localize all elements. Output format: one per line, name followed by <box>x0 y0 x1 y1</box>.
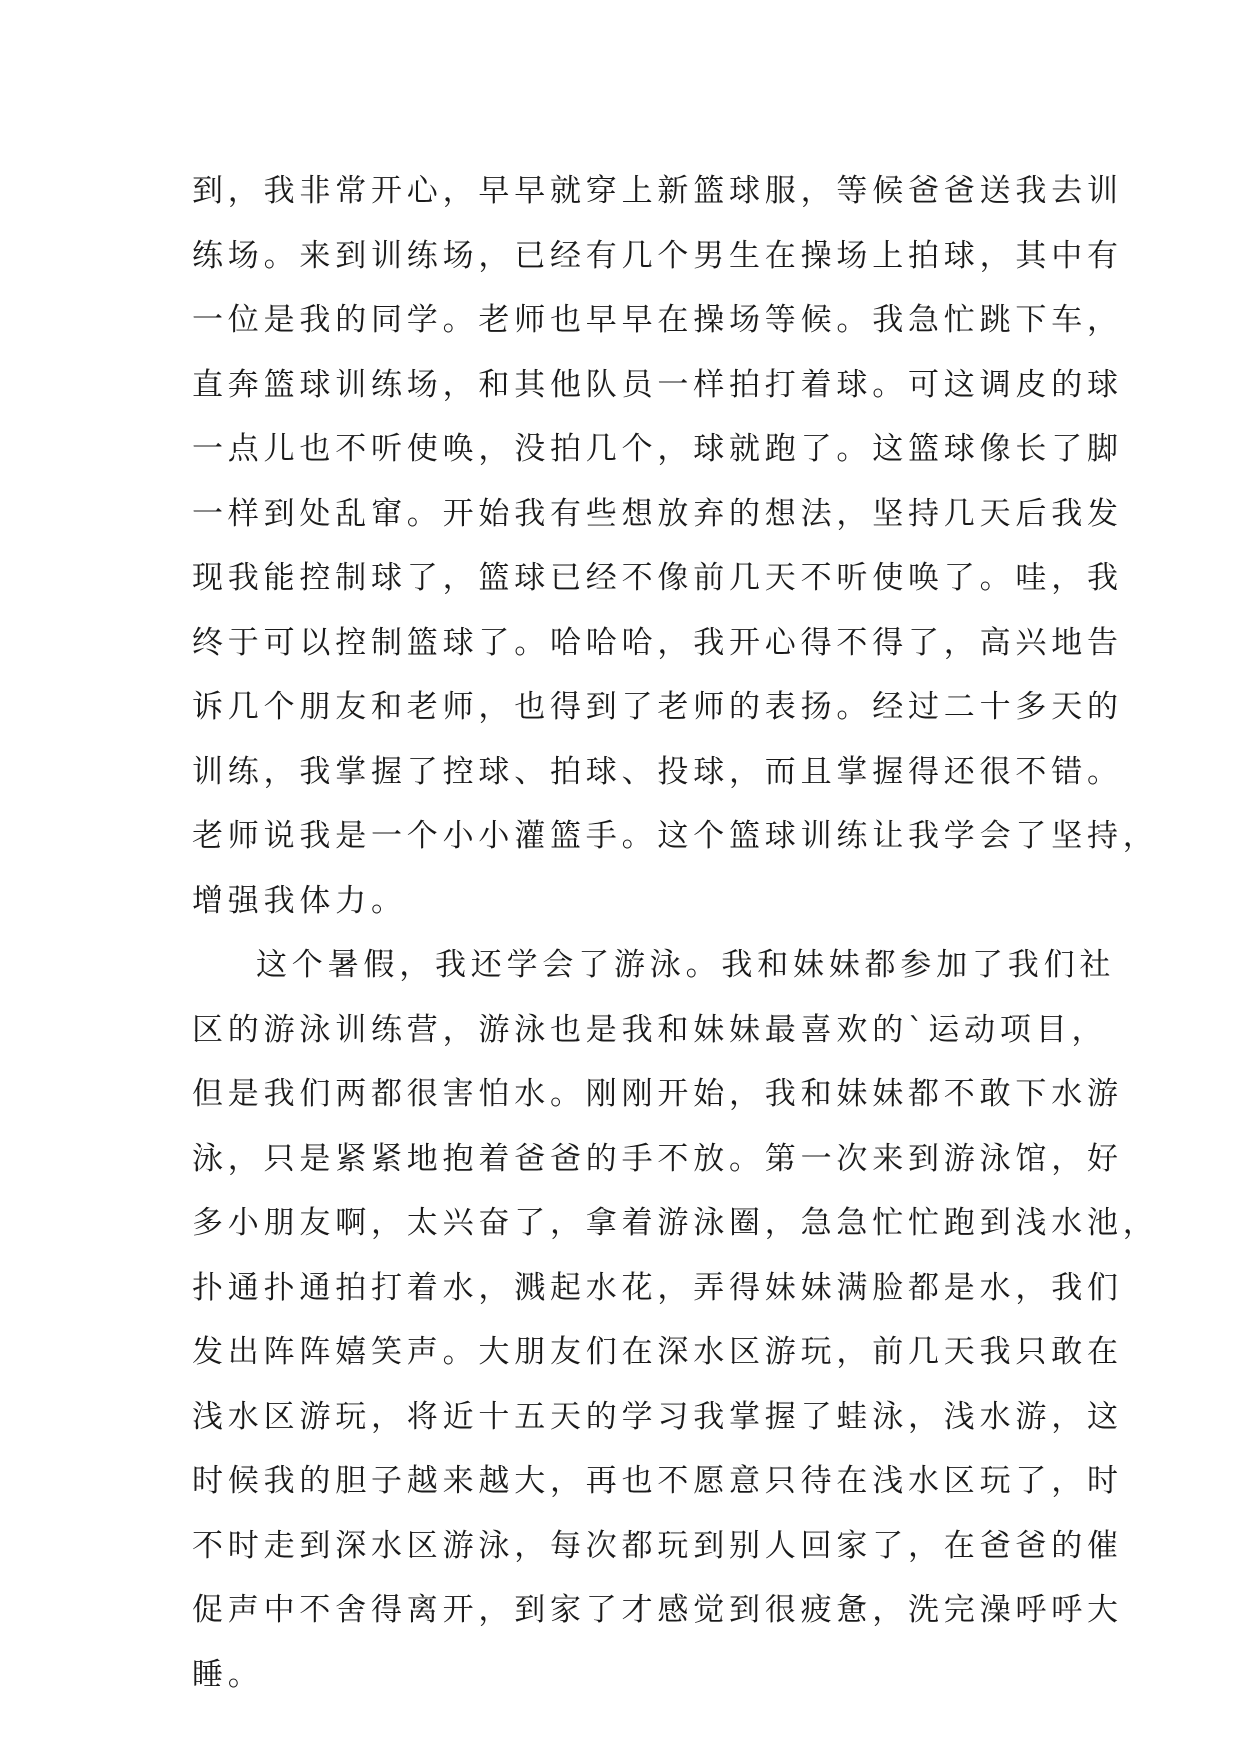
text-line: 直奔篮球训练场，和其他队员一样拍打着球。可这调皮的球 <box>192 366 1123 403</box>
text-line: 老师说我是一个小小灌篮手。这个篮球训练让我学会了坚持， <box>192 818 1159 854</box>
text-line: 练场。来到训练场，已经有几个男生在操场上拍球，其中有 <box>192 237 1123 274</box>
text-line: 现我能控制球了，篮球已经不像前几天不听使唤了。哇，我 <box>192 560 1123 596</box>
text-line: 但是我们两都很害怕水。刚刚开始，我和妹妹都不敢下水游 <box>192 1076 1123 1112</box>
text-line: 促声中不舍得离开，到家了才感觉到很疲惫，洗完澡呼呼大 <box>192 1592 1123 1628</box>
text-line: 扑通扑通拍打着水，溅起水花，弄得妹妹满脸都是水，我们 <box>192 1269 1123 1306</box>
text-line: 训练，我掌握了控球、拍球、投球，而且掌握得还很不错。 <box>192 753 1123 790</box>
text-line: 浅水区游玩，将近十五天的学习我掌握了蛙泳，浅水游，这 <box>192 1398 1123 1435</box>
text-line: 终于可以控制篮球了。哈哈哈，我开心得不得了，高兴地告 <box>192 624 1123 661</box>
text-line: 泳，只是紧紧地抱着爸爸的手不放。第一次来到游泳馆，好 <box>192 1140 1123 1177</box>
text-line: 时候我的胆子越来越大，再也不愿意只待在浅水区玩了，时 <box>192 1463 1123 1499</box>
text-line: 区的游泳训练营，游泳也是我和妹妹最喜欢的`运动项目， <box>192 1011 1108 1048</box>
text-line: 一样到处乱窜。开始我有些想放弃的想法，坚持几天后我发 <box>192 495 1123 532</box>
text-line: 这个暑假，我还学会了游泳。我和妹妹都参加了我们社 <box>256 947 1116 983</box>
text-line: 不时走到深水区游泳，每次都玩到别人回家了，在爸爸的催 <box>192 1527 1123 1564</box>
text-line: 一位是我的同学。老师也早早在操场等候。我急忙跳下车， <box>192 302 1123 338</box>
text-line: 多小朋友啊，太兴奋了，拿着游泳圈，急急忙忙跑到浅水池， <box>192 1205 1159 1241</box>
text-line: 诉几个朋友和老师，也得到了老师的表扬。经过二十多天的 <box>192 689 1123 725</box>
text-line: 发出阵阵嬉笑声。大朋友们在深水区游玩，前几天我只敢在 <box>192 1334 1123 1370</box>
text-line: 增强我体力。 <box>192 882 407 919</box>
text-line: 睡。 <box>192 1656 264 1693</box>
text-line: 一点儿也不听使唤，没拍几个，球就跑了。这篮球像长了脚 <box>192 431 1123 467</box>
document-body <box>192 159 1159 1707</box>
paragraph <box>192 159 1159 933</box>
text-line: 到，我非常开心，早早就穿上新篮球服，等候爸爸送我去训 <box>192 173 1123 209</box>
paragraph <box>192 933 1159 1707</box>
